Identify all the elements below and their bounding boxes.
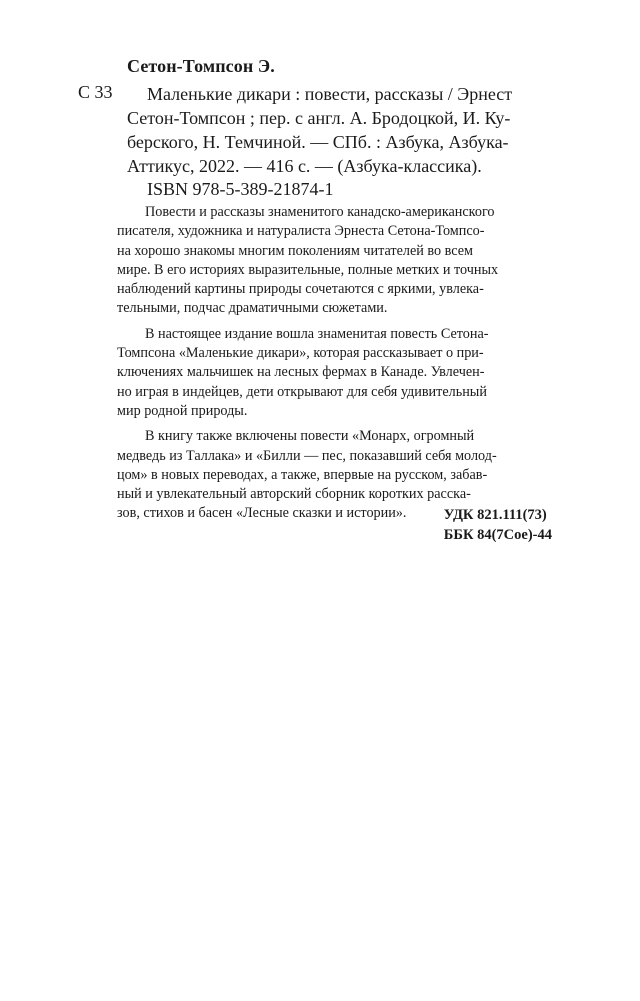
author-heading: Сетон-Томпсон Э. (127, 56, 275, 76)
classification-codes (444, 505, 552, 545)
udk-code: УДК 821.111(73) (443, 507, 547, 523)
annotation-line: писателя, художника и натуралиста Эрнеста Сетона-Томпсо- (117, 223, 485, 240)
isbn-number: ISBN 978-5-389-21874-1 (147, 179, 334, 199)
annotation-line: мире. В его историях выразительные, полные метких и точных (117, 261, 499, 278)
annotation-line: Томпсона «Маленькие дикари», которая рассказывает о при- (117, 345, 484, 362)
entry-line: берского, Н. Темчиной. — СПб. : Азбука, Азбука- (127, 132, 509, 152)
annotation-line: ключениях мальчишек на лесных фермах в Канаде. Увлечен- (117, 364, 485, 381)
annotation-line: зов, стихов и басен «Лесные сказки и истории». (117, 505, 407, 522)
entry-line: Сетон-Томпсон ; пер. с англ. А. Бродоцкой, И. Ку- (127, 108, 511, 128)
annotation-line: наблюдений картины природы сочетаются с яркими, увлека- (117, 281, 484, 298)
bbk-code: ББК 84(7Сое)-44 (443, 527, 552, 543)
annotation-line: цом» в новых переводах, а также, впервые на русском, забав- (117, 466, 488, 483)
annotation-line: но играя в индейцев, дети открывают для себя удивительный (117, 383, 487, 400)
annotation-text (117, 203, 552, 524)
annotation-line: мир родной природы. (117, 402, 248, 419)
annotation-line: на хорошо знакомы многим поколениям читателей во всем (117, 242, 474, 259)
entry-line: Аттикус, 2022. — 416 с. — (Азбука-классика). (127, 156, 482, 176)
author-mark-code: С 33 (78, 82, 113, 102)
annotation-line: тельными, подчас драматичными сюжетами. (117, 300, 388, 317)
annotation-line: ный и увлекательный авторский сборник коротких расска- (117, 486, 471, 503)
annotation-line: Повести и рассказы знаменитого канадско-американского (145, 204, 495, 220)
annotation-line: медведь из Таллака» и «Билли — пес, показавший себя молод- (117, 447, 497, 464)
annotation-line: В настоящее издание вошла знаменитая повесть Сетона- (145, 325, 489, 342)
bibliographic-entry (127, 82, 552, 178)
entry-line: Маленькие дикари : повести, рассказы / Эрнест (147, 84, 513, 104)
annotation-line: В книгу также включены повести «Монарх, огромный (145, 428, 475, 445)
